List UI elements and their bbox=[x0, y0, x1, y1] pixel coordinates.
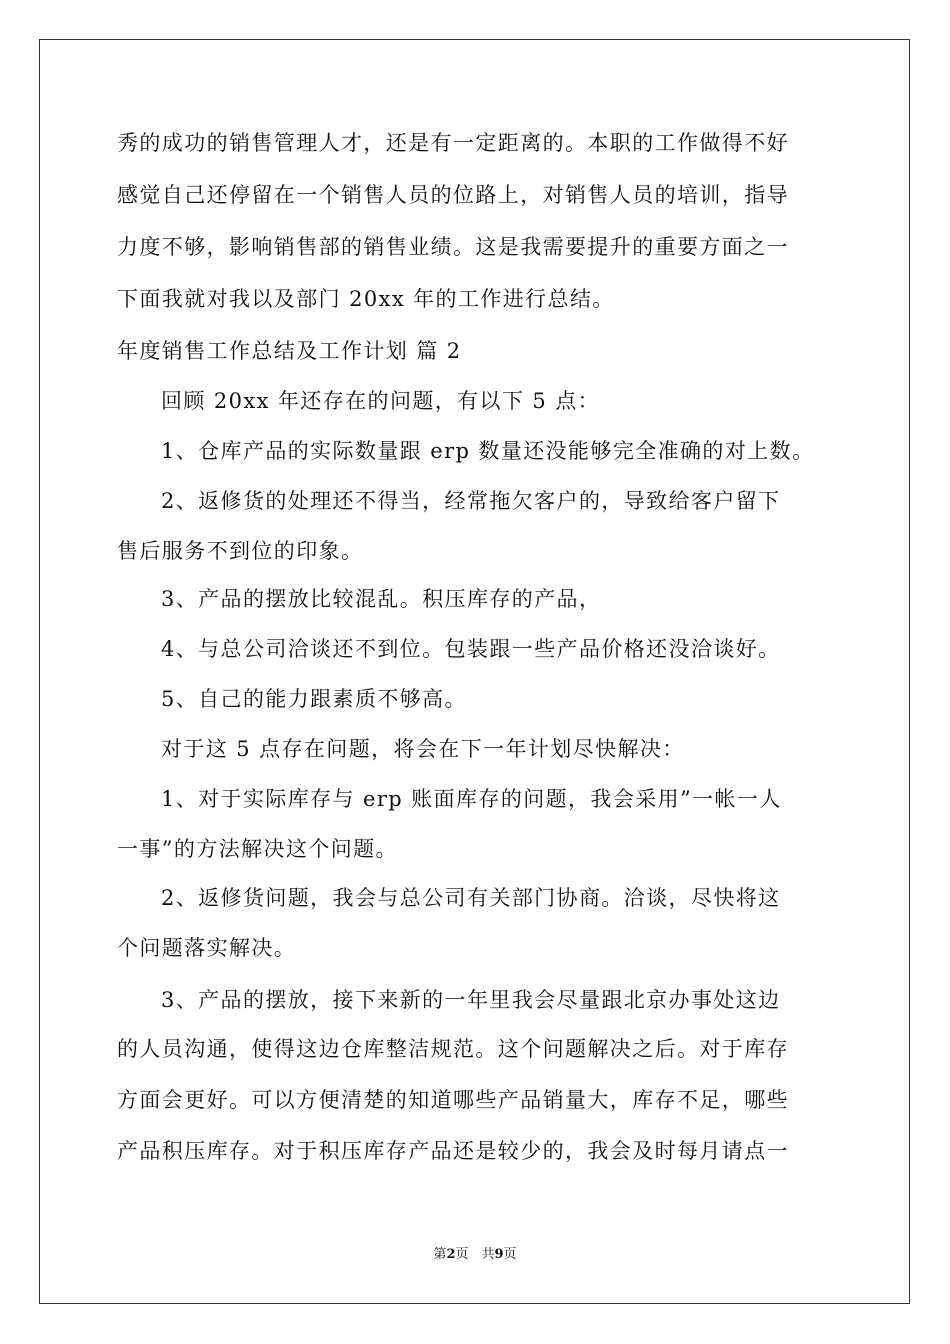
footer-suffix: 页 bbox=[503, 1247, 517, 1262]
page-total: 9 bbox=[494, 1247, 504, 1262]
footer-mid: 页 共 bbox=[455, 1247, 495, 1262]
text-line: 下面我就对我以及部门 20xx 年的工作进行总结。 bbox=[117, 287, 615, 311]
section-heading: 年度销售工作总结及工作计划 篇 2 bbox=[117, 339, 462, 363]
text-line: 力度不够，影响销售部的销售业绩。这是我需要提升的重要方面之一 bbox=[117, 235, 789, 259]
list-item: 3、产品的摆放，接下来新的一年里我会尽量跟北京办事处这边 bbox=[161, 988, 781, 1012]
list-item: 3、产品的摆放比较混乱。积压库存的产品， bbox=[161, 587, 602, 611]
text-line: 对于这 5 点存在问题，将会在下一年计划尽快解决： bbox=[161, 737, 685, 761]
text-line: 回顾 20xx 年还存在的问题，有以下 5 点： bbox=[161, 389, 601, 413]
text-line: 方面会更好。可以方便清楚的知道哪些产品销量大，库存不足，哪些 bbox=[117, 1088, 789, 1112]
list-item: 4、与总公司洽谈还不到位。包装跟一些产品价格还没洽谈好。 bbox=[161, 637, 781, 661]
text-line: 个问题落实解决。 bbox=[117, 936, 297, 960]
text-line: 产品积压库存。对于积压库存产品还是较少的，我会及时每月请点一 bbox=[117, 1139, 789, 1163]
page-current: 2 bbox=[446, 1247, 456, 1262]
text-line: 感觉自己还停留在一个销售人员的位路上，对销售人员的培训，指导 bbox=[117, 183, 789, 207]
text-line: 售后服务不到位的印象。 bbox=[117, 539, 364, 563]
text-line: 秀的成功的销售管理人才，还是有一定距离的。本职的工作做得不好 bbox=[117, 131, 789, 155]
list-item: 1、仓库产品的实际数量跟 erp 数量还没能够完全准确的对上数。 bbox=[161, 439, 815, 463]
text-line: 的人员沟通，使得这边仓库整洁规范。这个问题解决之后。对于库存 bbox=[117, 1037, 789, 1061]
list-item: 5、自己的能力跟素质不够高。 bbox=[161, 687, 467, 711]
list-item: 1、对于实际库存与 erp 账面库存的问题，我会采用”一帐一人 bbox=[161, 787, 782, 811]
page-footer bbox=[0, 1246, 950, 1264]
list-item: 2、返修货的处理还不得当，经常拖欠客户的，导致给客户留下 bbox=[161, 489, 781, 513]
footer-prefix: 第 bbox=[433, 1247, 447, 1262]
list-item: 2、返修货问题，我会与总公司有关部门协商。洽谈，尽快将这 bbox=[161, 886, 781, 910]
text-line: 一事”的方法解决这个问题。 bbox=[117, 837, 398, 861]
